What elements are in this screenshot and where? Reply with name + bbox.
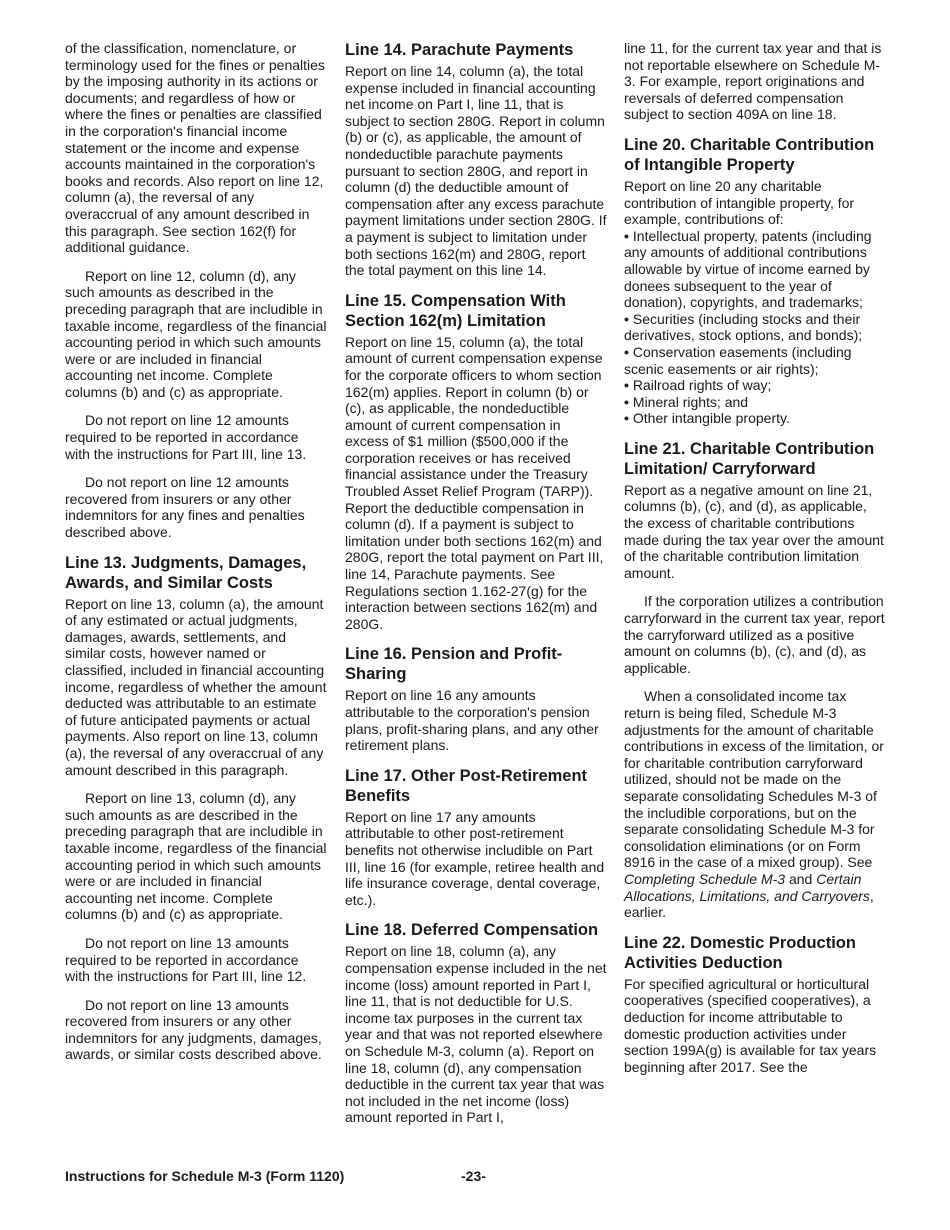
column-right: [624, 40, 886, 1087]
cross-reference: Certain Allocations, Limitations, and Carryovers: [624, 870, 870, 904]
page-number: -23-: [461, 1168, 486, 1184]
paragraph: Do not report on line 12 amounts required to be reported in accordance with the instructions for Part III, line 13.: [65, 412, 307, 462]
paragraph: Report on line 13, column (d), any such amounts as are described in the preceding paragraph that are includible in taxable income, regardless of the financial accounting period in which such amounts were or are included in financial accounting net income. Complete columns (b) and (c) as appropriate.: [65, 790, 327, 923]
bullet-icon: •: [624, 410, 629, 427]
paragraph: Report on line 16 any amounts attributable to the corporation's pension plans, profit-sharing plans, and any other retirement plans.: [345, 687, 599, 754]
list-item: [624, 344, 886, 377]
paragraph: Report on line 17 any amounts attributable to other post-retirement benefits not otherwise includible on Part III, line 16 (for example, retiree health and life insurance coverage, dental coverage, etc.).: [345, 808, 605, 908]
paragraph: If the corporation utilizes a contribution carryforward in the current tax year, report the carryforward utilized as a positive amount on columns (b), (c), and (d), as applicable.: [624, 593, 885, 676]
column-left: [65, 40, 327, 1075]
list-item-text: Railroad rights of way;: [632, 377, 772, 394]
bullet-icon: •: [624, 310, 629, 327]
bullet-icon: •: [624, 227, 629, 244]
heading-line-22: Line 22. Domestic Production Activities Deduction: [624, 933, 856, 972]
paragraph: Do not report on line 13 amounts recovered from insurers or any other indemnitors for any judgments, damages, awards, or similar costs described above.: [65, 996, 322, 1063]
heading-line-18: Line 18. Deferred Compensation: [345, 921, 599, 940]
heading-line-16: Line 16. Pension and Profit-Sharing: [345, 645, 563, 684]
paragraph: of the classification, nomenclature, or terminology used for the fines or penalties by the imposing authority in its actions or documents; and regardless of how or where the fines or penalties are classified in the corporation's financial income statement or the income and expense accounts maintained in the corporation's books and records. Also report on line 12, column (a), the reversal of any overaccrual of any amount described in this paragraph. See section 162(f) for additional guidance.: [65, 40, 325, 256]
column-middle: [345, 40, 607, 1138]
bullet-icon: •: [624, 377, 629, 394]
list-item: [624, 377, 886, 394]
paragraph: Report on line 20 any charitable contribution of intangible property, for example, contributions of:: [624, 177, 855, 228]
bullet-icon: •: [624, 393, 629, 410]
text-run: , earlier.: [624, 887, 874, 921]
footer-document-title: Instructions for Schedule M-3 (Form 1120): [65, 1168, 345, 1184]
paragraph: Report on line 12, column (d), any such amounts as described in the preceding paragraph that are includible in taxable income, regardless of the financial accounting period in which such amounts were or are included in financial accounting net income. Complete columns (b) and (c) as appropriate.: [65, 267, 327, 400]
paragraph: Do not report on line 13 amounts required to be reported in accordance with the instructions for Part III, line 12.: [65, 934, 307, 985]
paragraph: Report on line 14, column (a), the total expense included in financial accounting net income on Part I, line 11, that is subject to section 280G. Report in column (b) or (c), as applicable, the amount of nondeductible parachute payments pursuant to section 280G, and report in column (d) the deductible amount of compensation after any excess parachute payment limitations under section 280G. If a payment is subject to limitation under both sections 162(m) and 280G, report the total payment on this line 14.: [345, 63, 607, 279]
bullet-list: [624, 228, 886, 427]
bullet-icon: •: [624, 343, 629, 360]
text-run: When a consolidated income tax return is being filed, Schedule M-3 adjustments for the amount of charitable contributions in excess of the limitation, or for charitable contribution carryforward utilized, should not be made on the separate consolidating Schedules M-3 of the includible corporations, but on the separate consolidating Schedule M-3 for consolidation eliminations (or on Form 8916 in the case of a mixed group). See: [624, 688, 884, 871]
list-item: [624, 410, 886, 427]
list-item-text: Other intangible property.: [632, 410, 790, 427]
cross-reference: Completing Schedule M-3: [624, 870, 786, 887]
heading-line-15: Line 15. Compensation With Section 162(m) Limitation: [345, 291, 566, 330]
heading-line-21: Line 21. Charitable Contribution Limitation/ Carryforward: [624, 439, 875, 478]
paragraph: Report as a negative amount on line 21, columns (b), (c), and (d), as applicable, the excess of charitable contributions made during the tax year over the amount of the charitable contribution limitation amount.: [624, 481, 884, 581]
list-item: [624, 311, 886, 344]
paragraph: Do not report on line 12 amounts recovered from insurers or any other indemnitors for any fines and penalties described above.: [65, 474, 305, 541]
paragraph: For specified agricultural or horticultural cooperatives (specified cooperatives), a deduction for income attributable to domestic production activities under section 199A(g) is available for tax years beginning after 2017. See the: [624, 975, 877, 1075]
list-item-text: Mineral rights; and: [632, 393, 749, 410]
list-item-text: Conservation easements (including scenic easements or air rights);: [624, 343, 852, 377]
list-item-text: Intellectual property, patents (including any amounts of additional contributions allowable by virtue of income earned by donees subsequent to the year of donation), copyrights, and trademarks;: [624, 227, 872, 311]
list-item: [624, 228, 886, 311]
heading-line-13: Line 13. Judgments, Damages, Awards, and Similar Costs: [65, 553, 307, 592]
paragraph: Report on line 18, column (a), any compensation expense included in the net income (loss) amount reported in Part I, line 11, that is not deductible for U.S. income tax purposes in the current tax year and that was not reported elsewhere on Schedule M-3, column (a). Report on line 18, column (d), any compensation deductible in the current tax year that was not included in the net income (loss) amount reported in Part I,: [345, 943, 607, 1126]
text-run: and: [785, 870, 817, 887]
paragraph: line 11, for the current tax year and that is not reportable elsewhere on Schedule M-3. For example, report originations and reversals of deferred compensation subject to section 409A on line 18.: [624, 40, 882, 123]
paragraph: Report on line 15, column (a), the total amount of current compensation expense for the corporate officers to whom section 162(m) applies. Report in column (b) or (c), as applicable, the nondeductible amount of current compensation in excess of $1 million ($500,000 if the corporation receives or has received financial assistance under the Treasury Troubled Asset Relief Program (TARP)). Report the deductible compensation in column (d). If a payment is subject to limitation under both sections 162(m) and 280G, report the total payment on Part III, line 14, Parachute payments. See Regulations section 1.162-27(g) for the interaction between sections 162(m) and 280G.: [345, 333, 604, 632]
list-item: [624, 394, 886, 411]
paragraph: [624, 688, 886, 920]
heading-line-20: Line 20. Charitable Contribution of Intangible Property: [624, 135, 875, 174]
heading-line-17: Line 17. Other Post-Retirement Benefits: [345, 766, 588, 805]
paragraph: Report on line 13, column (a), the amount of any estimated or actual judgments, damages, awards, settlements, and similar costs, however named or classified, included in financial accounting income, regardless of whether the amount deducted was attributable to an estimate of future anticipated payments or actual payments. Also report on line 13, column (a), the reversal of any overaccrual of any amount described in this paragraph.: [65, 595, 327, 778]
list-item-text: Securities (including stocks and their derivatives, stock options, and bonds);: [624, 310, 863, 344]
heading-line-14: Line 14. Parachute Payments: [345, 41, 574, 59]
